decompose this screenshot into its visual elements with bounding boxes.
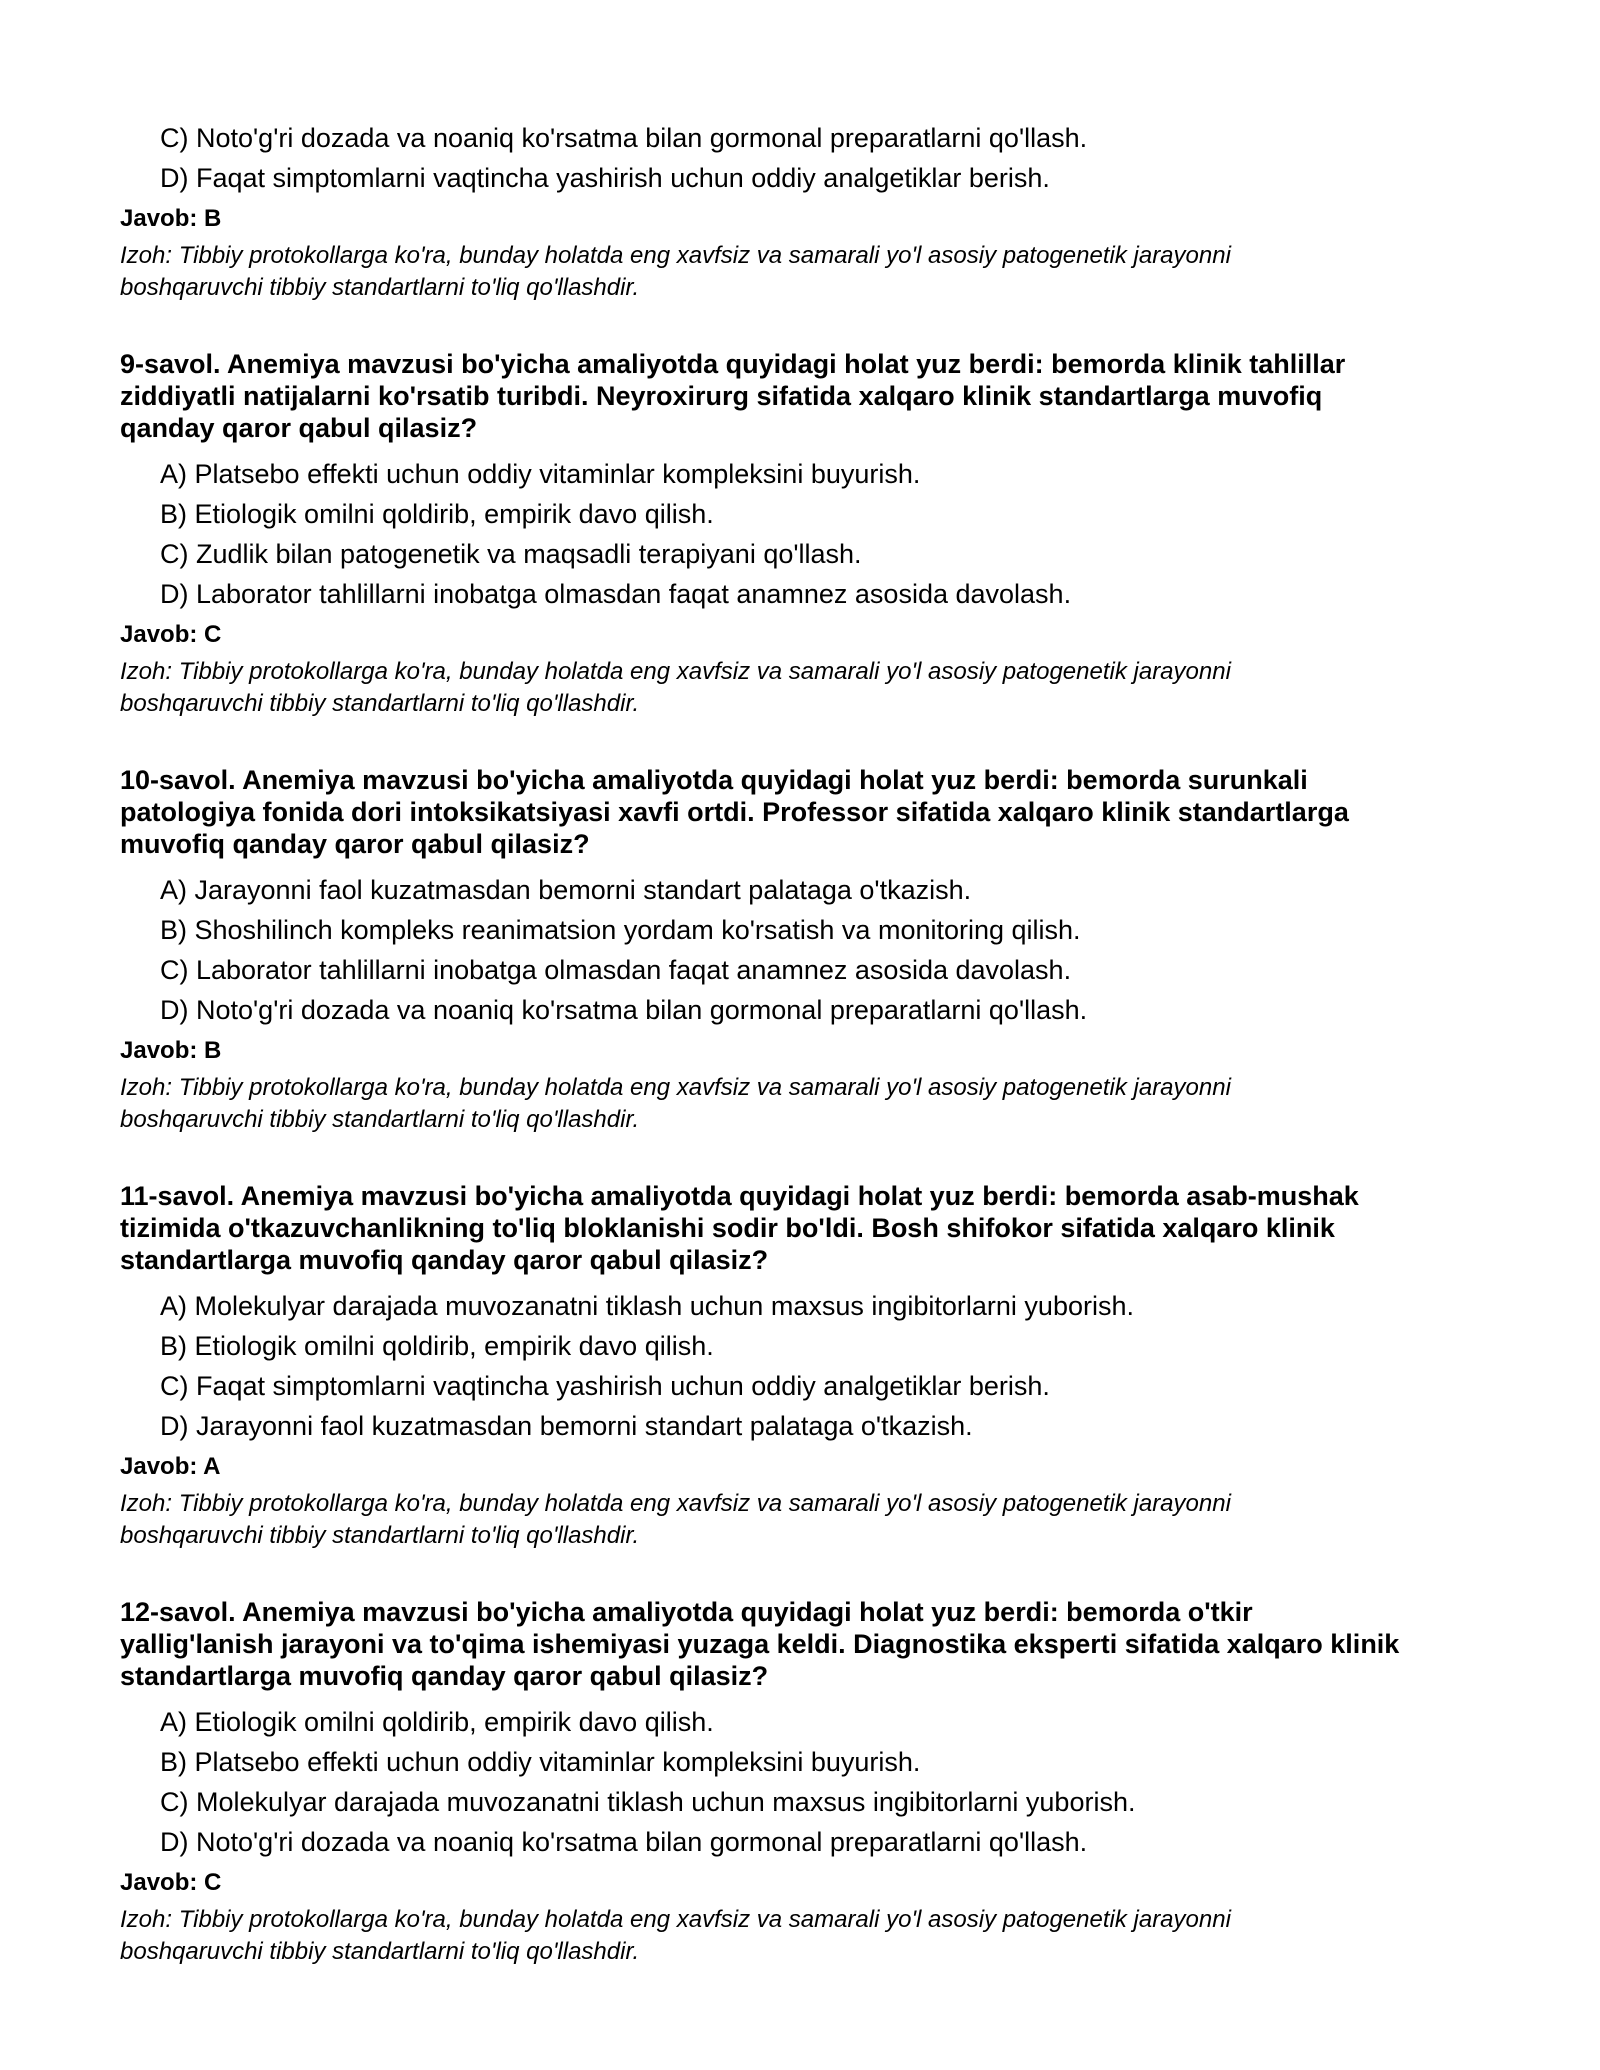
option-list xyxy=(120,454,1500,614)
option-d: D) Jarayonni faol kuzatmasdan bemorni standart palataga o'tkazish. xyxy=(160,1411,973,1441)
option-b: B) Etiologik omilni qoldirib, empirik davo qilish. xyxy=(160,499,714,529)
option-list xyxy=(120,1286,1500,1446)
option-c: C) Laborator tahlillarni inobatga olmasdan faqat anamnez asosida davolash. xyxy=(160,955,1072,985)
note-line: Izoh: Tibbiy protokollarga ko'ra, bunday holatda eng xavfsiz va samarali yo'l asosiy patogenetik jarayonni xyxy=(120,1074,1231,1101)
note-line: boshqaruvchi tibbiy standartlarni to'liq qo'llashdir. xyxy=(120,1522,640,1549)
note-line: boshqaruvchi tibbiy standartlarni to'liq qo'llashdir. xyxy=(120,690,640,717)
note-line: boshqaruvchi tibbiy standartlarni to'liq qo'llashdir. xyxy=(120,274,640,301)
option-a: A) Jarayonni faol kuzatmasdan bemorni standart palataga o'tkazish. xyxy=(160,875,972,905)
question-title-line: qanday qaror qabul qilasiz? xyxy=(120,413,478,443)
document-page xyxy=(120,118,1500,1968)
note-line: Izoh: Tibbiy protokollarga ko'ra, bunday holatda eng xavfsiz va samarali yo'l asosiy patogenetik jarayonni xyxy=(120,1490,1231,1517)
option-list xyxy=(120,1702,1500,1862)
question-10 xyxy=(120,764,1500,1136)
answer-label: Javob: B xyxy=(120,205,222,232)
answer-label: Javob: A xyxy=(120,1453,221,1480)
question-9 xyxy=(120,348,1500,720)
option-d: D) Faqat simptomlarni vaqtincha yashirish uchun oddiy analgetiklar berish. xyxy=(160,163,1050,193)
question-title xyxy=(120,764,1500,860)
note-line: Izoh: Tibbiy protokollarga ko'ra, bunday holatda eng xavfsiz va samarali yo'l asosiy patogenetik jarayonni xyxy=(120,242,1231,269)
note-line: boshqaruvchi tibbiy standartlarni to'liq qo'llashdir. xyxy=(120,1938,640,1965)
question-title-line: 12-savol. Anemiya mavzusi bo'yicha amaliyotda quyidagi holat yuz berdi: bemorda o'tkir xyxy=(120,1597,1253,1627)
explanation-note xyxy=(120,656,1500,720)
question-title xyxy=(120,1180,1500,1276)
option-b: B) Shoshilinch kompleks reanimatsion yordam ko'rsatish va monitoring qilish. xyxy=(160,915,1081,945)
explanation-note xyxy=(120,1072,1500,1136)
question-title-line: 9-savol. Anemiya mavzusi bo'yicha amaliyotda quyidagi holat yuz berdi: bemorda klinik tahlillar xyxy=(120,349,1346,379)
note-line: Izoh: Tibbiy protokollarga ko'ra, bunday holatda eng xavfsiz va samarali yo'l asosiy patogenetik jarayonni xyxy=(120,1906,1231,1933)
question-title-line: standartlarga muvofiq qanday qaror qabul qilasiz? xyxy=(120,1245,769,1275)
option-a: A) Molekulyar darajada muvozanatni tiklash uchun maxsus ingibitorlarni yuborish. xyxy=(160,1291,1134,1321)
question-title-line: tizimida o'tkazuvchanlikning to'liq bloklanishi sodir bo'ldi. Bosh shifokor sifatida xalqaro klinik xyxy=(120,1213,1335,1243)
question-title-line: 11-savol. Anemiya mavzusi bo'yicha amaliyotda quyidagi holat yuz berdi: bemorda asab-mushak xyxy=(120,1181,1359,1211)
question-title-line: patologiya fonida dori intoksikatsiyasi xavfi ortdi. Professor sifatida xalqaro klinik standartlarga xyxy=(120,797,1349,827)
option-c: C) Zudlik bilan patogenetik va maqsadli terapiyani qo'llash. xyxy=(160,539,862,569)
question-11 xyxy=(120,1180,1500,1552)
option-a: A) Platsebo effekti uchun oddiy vitaminlar kompleksini buyurish. xyxy=(160,459,921,489)
question-title-line: 10-savol. Anemiya mavzusi bo'yicha amaliyotda quyidagi holat yuz berdi: bemorda surunkali xyxy=(120,765,1308,795)
option-b: B) Platsebo effekti uchun oddiy vitaminlar kompleksini buyurish. xyxy=(160,1747,921,1777)
question-8-tail xyxy=(120,118,1500,304)
answer-label: Javob: C xyxy=(120,621,222,648)
explanation-note xyxy=(120,240,1500,304)
question-title-line: ziddiyatli natijalarni ko'rsatib turibdi. Neyroxirurg sifatida xalqaro klinik standartlarga muvofiq xyxy=(120,381,1323,411)
option-d: D) Noto'g'ri dozada va noaniq ko'rsatma bilan gormonal preparatlarni qo'llash. xyxy=(160,1827,1088,1857)
option-c: C) Faqat simptomlarni vaqtincha yashirish uchun oddiy analgetiklar berish. xyxy=(160,1371,1050,1401)
note-line: boshqaruvchi tibbiy standartlarni to'liq qo'llashdir. xyxy=(120,1106,640,1133)
question-title-line: muvofiq qanday qaror qabul qilasiz? xyxy=(120,829,590,859)
note-line: Izoh: Tibbiy protokollarga ko'ra, bunday holatda eng xavfsiz va samarali yo'l asosiy patogenetik jarayonni xyxy=(120,658,1231,685)
answer-label: Javob: B xyxy=(120,1037,222,1064)
option-list xyxy=(120,118,1500,198)
question-title xyxy=(120,1596,1500,1692)
option-c: C) Noto'g'ri dozada va noaniq ko'rsatma bilan gormonal preparatlarni qo'llash. xyxy=(160,123,1088,153)
question-title-line: yallig'lanish jarayoni va to'qima ishemiyasi yuzaga keldi. Diagnostika eksperti sifatida xalqaro klinik xyxy=(120,1629,1400,1659)
option-d: D) Noto'g'ri dozada va noaniq ko'rsatma bilan gormonal preparatlarni qo'llash. xyxy=(160,995,1088,1025)
explanation-note xyxy=(120,1904,1500,1968)
option-list xyxy=(120,870,1500,1030)
answer-label: Javob: C xyxy=(120,1869,222,1896)
question-title-line: standartlarga muvofiq qanday qaror qabul qilasiz? xyxy=(120,1661,769,1691)
option-c: C) Molekulyar darajada muvozanatni tiklash uchun maxsus ingibitorlarni yuborish. xyxy=(160,1787,1136,1817)
option-b: B) Etiologik omilni qoldirib, empirik davo qilish. xyxy=(160,1331,714,1361)
option-a: A) Etiologik omilni qoldirib, empirik davo qilish. xyxy=(160,1707,714,1737)
question-12 xyxy=(120,1596,1500,1968)
question-title xyxy=(120,348,1500,444)
option-d: D) Laborator tahlillarni inobatga olmasdan faqat anamnez asosida davolash. xyxy=(160,579,1072,609)
explanation-note xyxy=(120,1488,1500,1552)
